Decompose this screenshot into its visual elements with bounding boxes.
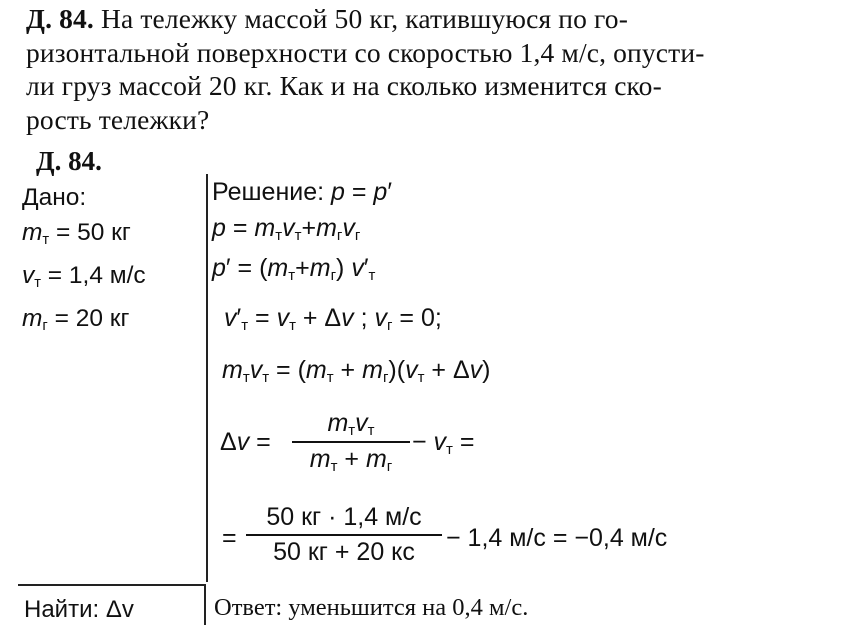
solution-line-2: $p = m_тv_т+m_гv_г$ <box>212 214 361 244</box>
solution-heading: Решение: <box>212 178 325 206</box>
solution-line-5: $m_тv_т = (m_т + m_г)(v_т + \Delta v)$ <box>222 356 491 386</box>
fraction-bar <box>246 534 442 536</box>
symbolic-denominator: $m_т + m_г$ <box>309 445 393 475</box>
solution-line-3: $p' = (m_т+m_г)$ $v'_т$ <box>212 254 376 284</box>
answer: Ответ: уменьшится на 0,4 м/с. <box>214 594 529 621</box>
given-heading: Дано: <box>22 184 87 211</box>
given-block <box>22 180 146 344</box>
symbolic-tail: − $v_т$ = <box>412 428 475 458</box>
divider-vertical-bottom <box>204 585 206 625</box>
numeric-tail: − 1,4 м/с = −0,4 м/с <box>446 524 668 552</box>
symbolic-numerator: $m_тv_т$ <box>327 409 375 439</box>
problem-statement <box>26 2 826 136</box>
problem-line-2: ризонтальной поверхности со скоростью 1,4 м/с, опусти- <box>26 36 705 68</box>
solution-line-1: Решение: p = p′ <box>212 178 393 206</box>
fraction-bar <box>292 441 410 443</box>
given-mass-cart: $m_т = 50$ кг <box>22 219 131 248</box>
problem-line-4: рость тележки? <box>26 103 210 135</box>
delta-v-label: Δv = <box>220 428 271 456</box>
symbolic-fraction <box>292 409 410 475</box>
numeric-denominator: 50 кг + 20 кс <box>273 538 415 566</box>
find-value: Δv <box>105 596 134 623</box>
problem-line-1 <box>26 2 826 36</box>
problem-number: Д. 84. <box>26 3 94 34</box>
problem-text-1: На тележку массой 50 кг, катившуюся по го- <box>100 3 629 34</box>
given-mass-load: $m_г = 20$ кг <box>22 305 130 334</box>
given-velocity-cart: $v_т = 1,4$ м/с <box>22 262 146 291</box>
find-block <box>24 596 134 624</box>
problem-line-3: ли груз массой 20 кг. Как и на сколько изменится ско- <box>26 70 662 101</box>
given-mass-cart-value: = 50 кг <box>55 219 131 246</box>
divider-vertical <box>206 174 208 582</box>
numeric-numerator: 50 кг · 1,4 м/с <box>266 503 422 531</box>
numeric-fraction <box>246 503 442 567</box>
given-velocity-cart-value: = 1,4 м/с <box>47 262 146 289</box>
find-label: Найти: <box>24 596 100 623</box>
solution-line-4: $v'_т = v_т + \Delta v$ ; $v_г = 0$; <box>224 304 442 334</box>
equals-sign: = <box>222 524 237 552</box>
divider-horizontal <box>18 584 206 586</box>
given-mass-load-value: = 20 кг <box>54 305 130 332</box>
solution-title: Д. 84. <box>36 146 102 176</box>
